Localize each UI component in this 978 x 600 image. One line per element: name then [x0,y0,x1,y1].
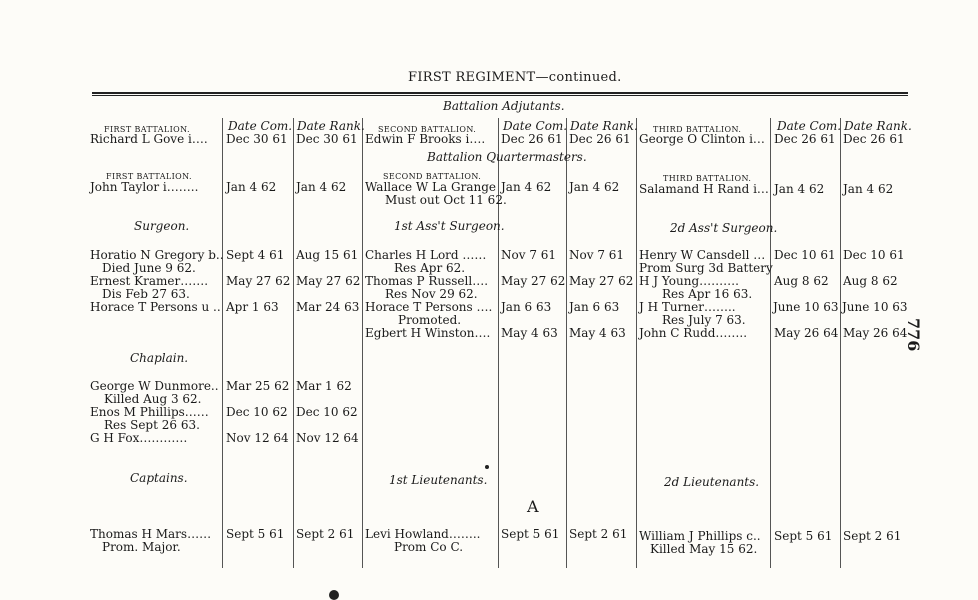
section-heading-adjutants: Battalion Adjutants. [443,99,565,113]
date-com: Dec 30 61 [226,132,288,146]
officer-name: Horatio N Gregory b.. [90,248,224,262]
date-rank: Dec 26 61 [843,132,905,146]
date-com: May 27 62 [226,274,291,288]
column-rule [566,118,567,568]
date-rank: Nov 7 61 [569,248,625,262]
service-note: Killed May 15 62. [650,542,758,556]
service-note: Must out Oct 11 62. [385,193,507,207]
page-title: FIRST REGIMENT—continued. [408,70,622,85]
service-note: Died June 9 62. [102,261,196,275]
date-rank: Dec 10 62 [296,405,358,419]
date-rank: Jan 4 62 [843,182,894,196]
page-number: 776 [904,318,923,352]
ink-speck [329,590,339,600]
date-com: Apr 1 63 [226,300,279,314]
header-rule-thin [92,95,908,96]
date-com: Sept 4 61 [226,248,285,262]
officer-name: Thomas P Russell…. [365,274,489,288]
officer-name: Horace T Persons …. [365,300,493,314]
service-note: Res Nov 29 62. [385,287,478,301]
date-rank-header: Date Rank. [570,119,638,133]
column-rule [636,118,637,568]
service-note: Killed Aug 3 62. [104,392,202,406]
date-rank: May 27 62 [296,274,361,288]
service-note: Dis Feb 27 63. [102,287,190,301]
service-note: Prom Co C. [394,540,464,554]
officer-name: John Taylor i…….. [90,180,199,194]
date-rank: May 27 62 [569,274,634,288]
column-rule [770,118,771,568]
battalion-label: FIRST BATTALION. [104,125,190,134]
date-com: June 10 63 [773,300,839,314]
date-com-header: Date Com. [503,119,568,133]
date-rank: Dec 30 61 [296,132,358,146]
section-heading-quartermasters: Battalion Quartermasters. [427,150,587,164]
officer-name: H J Young………. [639,274,739,288]
date-rank: Aug 8 62 [843,274,898,288]
first-lieutenants-heading: 1st Lieutenants. [389,473,488,487]
date-rank-header: Date Rank. [297,119,365,133]
second-asst-surgeon-heading: 2d Ass't Surgeon. [670,221,778,235]
officer-name: G H Fox………… [90,431,188,445]
service-note: Prom Surg 3d Battery [639,261,773,275]
battalion-label: SECOND BATTALION. [383,172,482,181]
date-rank: Dec 26 61 [569,132,631,146]
date-com: May 27 62 [501,274,566,288]
date-com: Nov 7 61 [501,248,557,262]
officer-name: William J Phillips c.. [639,529,761,543]
date-com: Dec 10 62 [226,405,288,419]
first-asst-surgeon-heading: 1st Ass't Surgeon. [394,219,505,233]
officer-name: Salamand H Rand i… [639,182,769,196]
service-note: Res July 7 63. [662,313,746,327]
date-com: Sept 5 61 [501,527,560,541]
date-rank: Nov 12 64 [296,431,359,445]
officer-name: Egbert H Winston…. [365,326,491,340]
officer-name: Enos M Phillips…… [90,405,209,419]
officer-name: Richard L Gove i…. [90,132,208,146]
officer-name: J H Turner…….. [639,300,736,314]
date-com: Dec 10 61 [774,248,836,262]
officer-name: Edwin F Brooks i…. [365,132,486,146]
service-note: Res Apr 62. [394,261,466,275]
date-rank: Sept 2 61 [843,529,902,543]
surgeon-heading: Surgeon. [134,219,190,233]
date-rank: Mar 24 63 [296,300,360,314]
date-rank: Jan 4 62 [296,180,347,194]
chaplain-heading: Chaplain. [130,351,189,365]
battalion-label: THIRD BATTALION. [653,125,742,134]
officer-name: Horace T Persons u .. [90,300,221,314]
officer-name: George O Clinton i… [639,132,765,146]
officer-name: John C Rudd…….. [639,326,748,340]
service-note: Res Apr 16 63. [662,287,753,301]
date-rank: Mar 1 62 [296,379,352,393]
date-com-header: Date Com. [777,119,842,133]
officer-name: Henry W Cansdell … [639,248,766,262]
header-rule [92,92,908,94]
date-com: Jan 4 62 [226,180,277,194]
date-com: Jan 4 62 [501,180,552,194]
officer-name: George W Dunmore.. [90,379,219,393]
date-com: Nov 12 64 [226,431,289,445]
date-rank: Aug 15 61 [296,248,359,262]
date-rank: Jan 6 63 [569,300,620,314]
officer-name: Levi Howland…….. [365,527,481,541]
date-com: Sept 5 61 [226,527,285,541]
date-rank: Sept 2 61 [296,527,355,541]
date-rank: June 10 63 [842,300,908,314]
service-note: Promoted. [398,313,462,327]
date-com: Jan 4 62 [774,182,825,196]
service-note: Res Sept 26 63. [104,418,200,432]
date-com: May 26 64 [774,326,839,340]
officer-name: Thomas H Mars…… [90,527,212,541]
stray-letter: A [527,497,539,516]
date-com: Jan 6 63 [501,300,552,314]
captains-heading: Captains. [130,471,188,485]
column-rule [840,118,841,568]
date-com: Sept 5 61 [774,529,833,543]
second-lieutenants-heading: 2d Lieutenants. [664,475,760,489]
date-com: Aug 8 62 [774,274,829,288]
ink-speck [485,465,489,469]
battalion-label: THIRD BATTALION. [663,174,752,183]
date-com: Dec 26 61 [774,132,836,146]
officer-name: Ernest Kramer……. [90,274,209,288]
date-rank: Jan 4 62 [569,180,620,194]
column-rule [498,118,499,568]
date-rank: May 4 63 [569,326,626,340]
date-com-header: Date Com. [228,119,293,133]
date-rank-header: Date Rank. [844,119,912,133]
officer-name: Charles H Lord …… [365,248,487,262]
date-com: Dec 26 61 [501,132,563,146]
date-com: May 4 63 [501,326,558,340]
date-rank: Dec 10 61 [843,248,905,262]
column-rule [362,118,363,568]
date-rank: May 26 64 [843,326,908,340]
column-rule [222,118,223,568]
battalion-label: SECOND BATTALION. [378,125,477,134]
date-com: Mar 25 62 [226,379,290,393]
date-rank: Sept 2 61 [569,527,628,541]
battalion-label: FIRST BATTALION. [106,172,192,181]
service-note: Prom. Major. [102,540,181,554]
officer-name: Wallace W La Grange [365,180,496,194]
column-rule [293,118,294,568]
